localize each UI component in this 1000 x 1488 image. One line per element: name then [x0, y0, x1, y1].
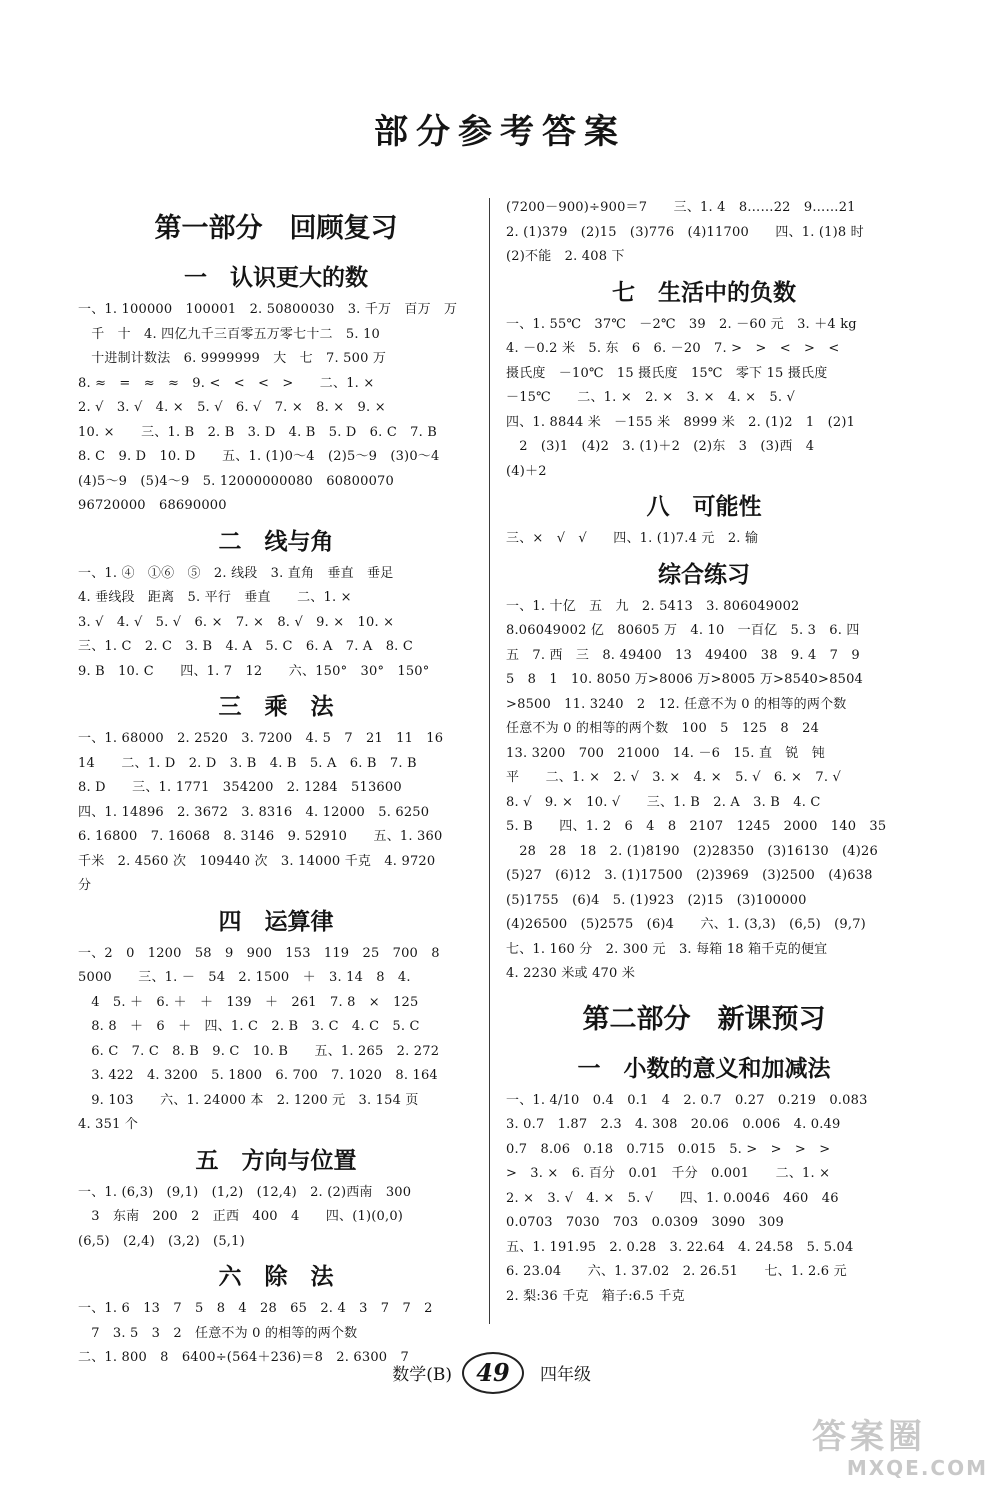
answer-line: 分 [78, 878, 92, 893]
answer-line: (5)27 (6)12 3. (1)17500 (2)3969 (3)2500 (4)638 [506, 868, 873, 883]
answer-line: 2. × 3. √ 4. × 5. √ 四、1. 0.0046 460 46 [506, 1190, 839, 1206]
answer-line: 6. 23.04 六、1. 37.02 2. 26.51 七、1. 2.6 元 [506, 1264, 847, 1279]
answer-line: (4)26500 (5)2575 (6)4 六、1. (3,3) (6,5) (9,7) [506, 917, 866, 932]
section-title: 三 乘 法 [218, 694, 334, 720]
answer-line: 4 5. ＋ 6. ＋ ＋ 139 ＋ 261 7. 8 × 125 [78, 994, 419, 1010]
part-two-title: 第二部分 新课预习 [582, 1003, 826, 1035]
watermark-cn: 答案圈 [812, 1417, 926, 1457]
answer-line: 5. B 四、1. 2 6 4 8 2107 1245 2000 140 35 [506, 819, 887, 834]
left-column [78, 196, 474, 1371]
answer-line: 四、1. 14896 2. 3672 3. 8316 4. 12000 5. 6250 [78, 804, 430, 820]
answer-line: 96720000 68690000 [78, 498, 227, 513]
answer-line: 三、1. C 2. C 3. B 4. A 5. C 6. A 7. A 8. C [78, 639, 413, 654]
answer-line: 五 7. 西 三 8. 49400 13 49400 38 9. 4 7 9 [506, 647, 860, 663]
answer-line: 3. 0.7 1.87 2.3 4. 308 20.06 0.006 4. 0.49 [506, 1117, 841, 1132]
answer-line: 0.7 8.06 0.18 0.715 0.015 5. > > > > [506, 1141, 831, 1157]
answer-line: 7 3. 5 3 2 任意不为 0 的相等的两个数 [78, 1325, 358, 1341]
answer-line: 2. 梨:36 千克 箱子:6.5 千克 [506, 1288, 685, 1304]
answer-line: 二、1. 800 8 6400÷(564＋236)＝8 2. 6300 7 [78, 1350, 409, 1365]
section-title: 四 运算律 [218, 908, 334, 935]
answer-line: 4. 351 个 [78, 1117, 139, 1132]
footer-grade: 四年级 [540, 1365, 591, 1385]
page-number: 49 [462, 1352, 524, 1394]
answer-line: 十进制计数法 6. 9999999 大 七 7. 500 万 [78, 351, 387, 366]
answer-line: 一、1. ④ ①⑥ ⑤ 2. 线段 3. 直角 垂直 垂足 [78, 565, 394, 581]
answer-line: 6. 16800 7. 16068 8. 3146 9. 52910 五、1. 360 [78, 829, 443, 844]
answer-line: 8. C 9. D 10. D 五、1. (1)0～4 (2)5～9 (3)0～4 [78, 449, 440, 464]
answer-line: 10. × 三、1. B 2. B 3. D 4. B 5. D 6. C 7. B [78, 424, 438, 440]
answer-line: 千 十 4. 四亿九千三百零五万零七十二 5. 10 [78, 326, 381, 342]
answer-line: 三、× √ √ 四、1. (1)7.4 元 2. 输 [506, 531, 759, 546]
right-column [506, 196, 902, 1309]
section [78, 688, 474, 899]
section [506, 274, 902, 485]
answer-line: 4. 2230 米或 470 米 [506, 966, 636, 981]
section-title: 二 线与角 [218, 528, 334, 555]
answer-line: 4. 垂线段 距离 5. 平行 垂直 二、1. × [78, 590, 352, 605]
answer-line: (2)不能 2. 408 下 [506, 249, 625, 264]
section-title: 五 方向与位置 [195, 1147, 357, 1174]
answer-line: 2 (3)1 (4)2 3. (1)＋2 (2)东 3 (3)西 4 [506, 439, 815, 454]
answer-line: 9. B 10. C 四、1. 7 12 六、150° 30° 150° [78, 663, 430, 679]
section [78, 1142, 474, 1255]
answer-line: 0.0703 7030 703 0.0309 3090 309 [506, 1215, 784, 1230]
answer-line: 8. D 三、1. 1771 354200 2. 1284 513600 [78, 780, 402, 795]
answer-line: 3 东南 200 2 正西 400 4 四、(1)(0,0) [78, 1209, 404, 1224]
intro-lines [506, 196, 902, 270]
section [78, 903, 474, 1138]
answer-line: 四、1. 8844 米 －155 米 8999 米 2. (1)2 1 (2)1 [506, 414, 856, 430]
answer-line: 一、1. 6 13 7 5 8 4 28 65 2. 4 3 7 7 2 [78, 1301, 433, 1316]
part-one-title: 第一部分 回顾复习 [154, 213, 398, 244]
answer-line: 一、1. 68000 2. 2520 3. 7200 4. 5 7 21 11 16 [78, 731, 444, 746]
answer-line: 2. (1)379 (2)15 (3)776 (4)11700 四、1. (1)8 时 [506, 224, 864, 240]
answer-line: 14 二、1. D 2. D 3. B 4. B 5. A 6. B 7. B [78, 755, 417, 771]
page-title: 部分参考答案 [374, 112, 626, 152]
answer-line: 一、1. 十亿 五 九 2. 5413 3. 806049002 [506, 598, 800, 614]
answer-line: 五、1. 191.95 2. 0.28 3. 22.64 4. 24.58 5. 5.04 [506, 1239, 854, 1255]
answer-line: 3. 422 4. 3200 5. 1800 6. 700 7. 1020 8. 164 [78, 1068, 438, 1083]
answer-line: 9. 103 六、1. 24000 本 2. 1200 元 3. 154 页 [78, 1092, 419, 1108]
answer-line: (4)＋2 [506, 463, 547, 479]
footer-subject: 数学(B) [392, 1365, 452, 1385]
answer-line: 一、2 0 1200 58 9 900 153 119 25 700 8 [78, 945, 440, 961]
section-title: 一 认识更大的数 [184, 265, 368, 291]
answer-line: 摄氏度 －10℃ 15 摄氏度 15℃ 零下 15 摄氏度 [506, 365, 828, 381]
answer-line: 一、1. 55℃ 37℃ －2℃ 39 2. －60 元 3. ＋4 kg [506, 316, 857, 332]
section-title: 七 生活中的负数 [612, 279, 796, 306]
answer-line: 5000 三、1. － 54 2. 1500 ＋ 3. 14 8 4. [78, 970, 411, 985]
answer-line: 一、1. (6,3) (9,1) (1,2) (12,4) 2. (2)西南 300 [78, 1184, 412, 1200]
answer-line: 一、1. 100000 100001 2. 50800030 3. 千万 百万 万 [78, 302, 458, 317]
answer-line: 6. C 7. C 8. B 9. C 10. B 五、1. 265 2. 272 [78, 1043, 440, 1059]
section-title: 六 除 法 [218, 1264, 334, 1290]
answer-line: 七、1. 160 分 2. 300 元 3. 每箱 18 箱千克的便宜 [506, 941, 828, 957]
answer-line: 8. √ 9. × 10. √ 三、1. B 2. A 3. B 4. C [506, 794, 821, 810]
answer-line: (6,5) (2,4) (3,2) (5,1) [78, 1233, 245, 1249]
answer-line: 一、1. 4/10 0.4 0.1 4 2. 0.7 0.27 0.219 0.083 [506, 1092, 868, 1108]
column-divider [489, 198, 490, 1324]
watermark-en: MXQE.COM [846, 1456, 988, 1480]
page-footer [0, 1350, 1000, 1396]
section [506, 488, 902, 552]
answer-line: 28 28 18 2. (1)8190 (2)28350 (3)16130 (4)26 [506, 843, 878, 859]
answer-line: (5)1755 (6)4 5. (1)923 (2)15 (3)100000 [506, 892, 807, 908]
section [506, 556, 902, 987]
watermark-logo [812, 1418, 988, 1482]
answer-line: 8. ≈ = ≈ ≈ 9. < < < > 二、1. × [78, 375, 375, 391]
answer-line: (4)5～9 (5)4～9 5. 12000000080 60800070 [78, 473, 394, 489]
section [78, 523, 474, 685]
answer-line: (7200－900)÷900＝7 三、1. 4 8……22 9……21 [506, 200, 856, 215]
answer-line: > 3. × 6. 百分 0.01 千分 0.001 二、1. × [506, 1166, 831, 1181]
answer-line: 任意不为 0 的相等的两个数 100 5 125 8 24 [506, 721, 820, 736]
answer-line: >8500 11. 3240 2 12. 任意不为 0 的相等的两个数 [506, 696, 847, 712]
answer-line: 8.06049002 亿 80605 万 4. 10 一百亿 5. 3 6. 四 [506, 623, 860, 638]
answer-line: 13. 3200 700 21000 14. －6 15. 直 锐 钝 [506, 745, 825, 761]
answer-line: 8. 8 ＋ 6 ＋ 四、1. C 2. B 3. C 4. C 5. C [78, 1019, 420, 1034]
section-title: 一 小数的意义和加减法 [577, 1055, 831, 1082]
section-title: 八 可能性 [646, 494, 762, 520]
answer-line: 平 二、1. × 2. √ 3. × 4. × 5. √ 6. × 7. √ [506, 770, 841, 785]
answer-line: 2. √ 3. √ 4. × 5. √ 6. √ 7. × 8. × 9. × [78, 400, 386, 415]
answer-line: 3. √ 4. √ 5. √ 6. × 7. × 8. √ 9. × 10. × [78, 614, 395, 630]
answer-line: 5 8 1 10. 8050 万>8006 万>8005 万>8540>8504 [506, 672, 864, 687]
answer-line: 4. －0.2 米 5. 东 6 6. －20 7. > > < > < [506, 341, 840, 356]
answer-line: 千米 2. 4560 次 109440 次 3. 14000 千克 4. 9720 [78, 853, 436, 869]
section-title: 综合练习 [658, 561, 750, 588]
section [506, 1050, 902, 1310]
answer-line: －15℃ 二、1. × 2. × 3. × 4. × 5. √ [506, 390, 796, 405]
section [78, 259, 474, 519]
